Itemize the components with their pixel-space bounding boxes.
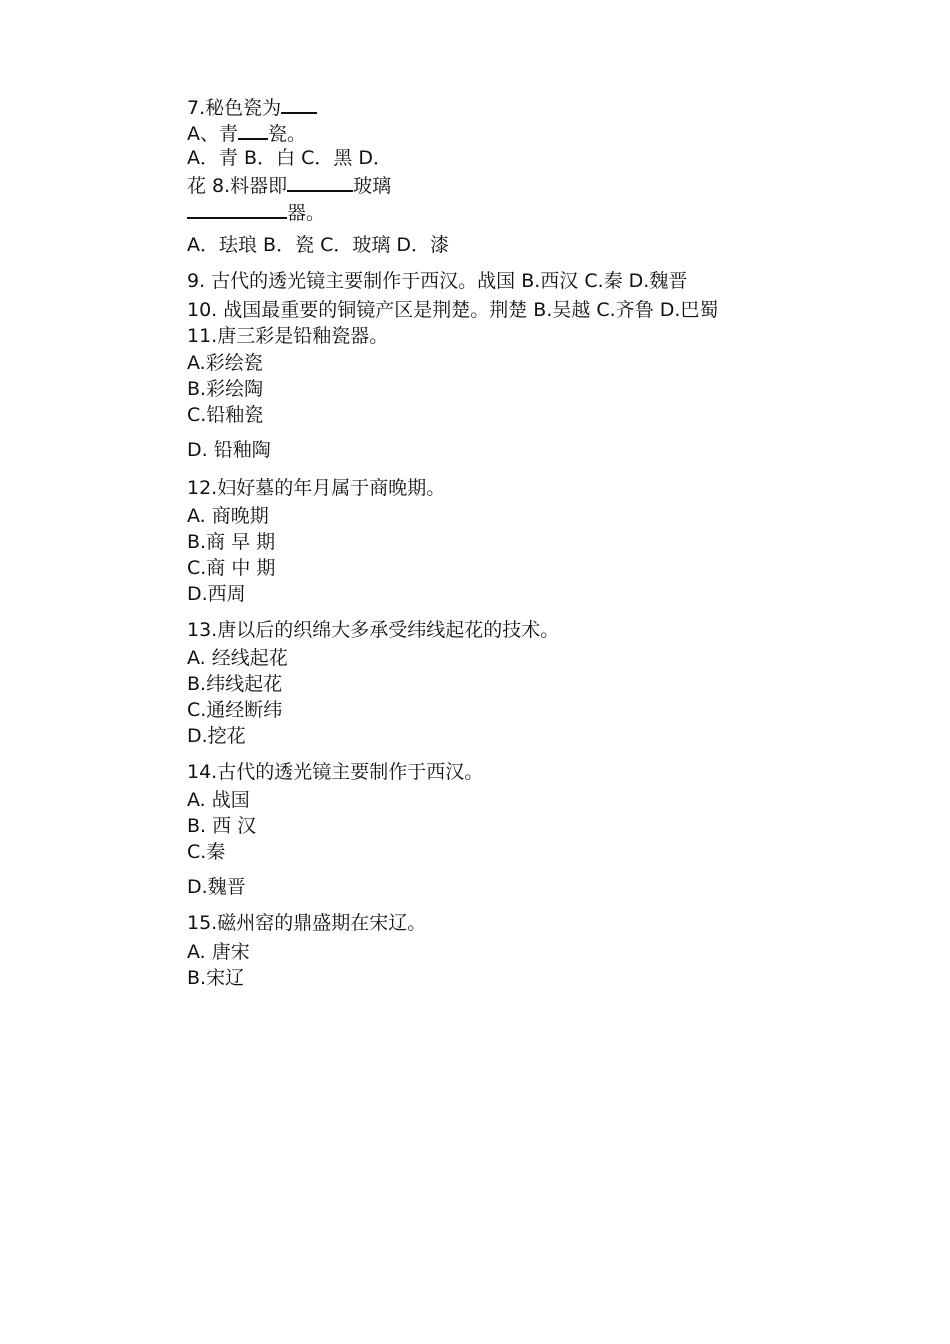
q15-option: A. 唐宋 [187,941,250,963]
q7-stem [187,94,317,118]
q15-stem: 15.磁州窑的鼎盛期在宋辽。 [187,912,427,934]
q14-stem: 14.古代的透光镜主要制作于西汉。 [187,761,484,783]
q11-stem: 11.唐三彩是铅釉瓷器。 [187,325,389,347]
q11-option: B.彩绘陶 [187,378,264,400]
q7-options: A．青 B．白 C．黑 D． [187,147,393,169]
q10-line: 10. 战国最重要的铜镜产区是荆楚。荆楚 B.吴越 C.齐鲁 D.巴蜀 [187,299,719,321]
q7-stem-text: 7.秘色瓷为 [187,97,282,119]
q13-option: B.纬线起花 [187,673,283,695]
q12-option: C.商 中 期 [187,557,276,579]
q14-option: D.魏晋 [187,876,246,898]
q8-stem-cont [187,199,325,223]
q8-tail: 器。 [287,202,326,224]
q13-option: A. 经线起花 [187,647,288,669]
q12-option: A. 商晚期 [187,505,269,527]
q7-line-a-prefix: A、青 [187,123,238,145]
q7-line-a-suffix: 瓷。 [268,123,307,145]
q14-option: C.秦 [187,841,226,863]
q8-stem [187,172,391,196]
q13-option: C.通经断纬 [187,699,283,721]
q8-mid: 玻璃 [353,175,392,197]
q12-option: B.商 早 期 [187,531,276,553]
q7-line-a-blank [238,120,268,140]
q7-line-a [187,120,306,144]
q8-blank-2 [187,199,287,219]
q8-lead: 花 8.料器即 [187,175,288,197]
q14-option: B. 西 汉 [187,815,257,837]
q15-option: B.宋辽 [187,967,245,989]
q12-option: D.西周 [187,583,246,605]
q11-option: C.铅釉瓷 [187,404,264,426]
q7-blank [281,94,317,114]
q13-stem: 13.唐以后的织绵大多承受纬线起花的技术。 [187,619,560,641]
q11-option: D. 铅釉陶 [187,439,271,461]
q12-stem: 12.妇好墓的年月属于商晚期。 [187,477,446,499]
q8-blank-1 [287,172,353,192]
q8-options: A．珐琅 B．瓷 C．玻璃 D．漆 [187,234,450,256]
q14-option: A. 战国 [187,789,250,811]
q11-option: A.彩绘瓷 [187,352,263,374]
q13-option: D.挖花 [187,725,246,747]
q9-line: 9. 古代的透光镜主要制作于西汉。战国 B.西汉 C.秦 D.魏晋 [187,270,688,292]
